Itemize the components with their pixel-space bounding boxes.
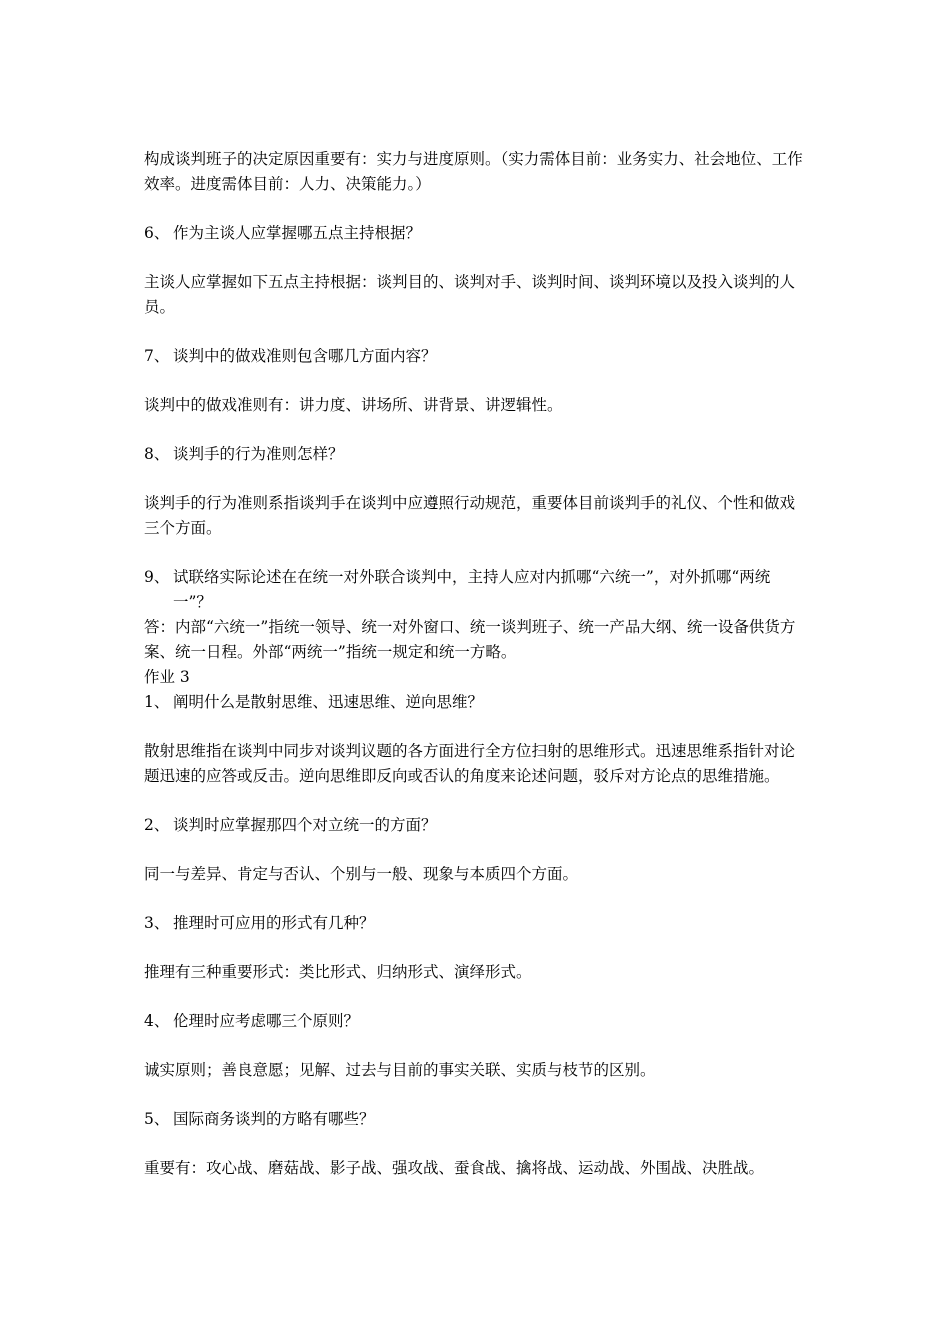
answer-6: 主谈人应掌握如下五点主持根据：谈判目的、谈判对手、谈判时间、谈判环境以及投入谈判的人员。 [144,273,796,316]
question-text: 阐明什么是散射思维、迅速思维、逆向思维？ [173,693,484,711]
hw-answer-1: 散射思维指在谈判中同步对谈判议题的各方面进行全方位扫射的思维形式。迅速思维系指针对论题迅速的应答或反击。逆向思维即反向或否认的角度来论述问题，驳斥对方论点的思维措施。 [144,742,796,785]
hw-answer-2: 同一与差异、肯定与否认、个别与一般、现象与本质四个方面。 [144,865,579,883]
question-number: 5、 [144,1110,170,1128]
question-text: 国际商务谈判的方略有哪些？ [173,1110,375,1128]
question-7 [144,344,808,369]
hw-answer-5: 重要有：攻心战、磨菇战、影子战、强攻战、蚕食战、擒将战、运动战、外围战、决胜战。 [144,1159,765,1177]
question-6 [144,221,808,246]
question-text: 谈判中的做戏准则包含哪几方面内容？ [173,347,437,365]
answer-7: 谈判中的做戏准则有：讲力度、讲场所、讲背景、讲逻辑性。 [144,396,563,414]
answer-9: 答：内部“六统一”指统一领导、统一对外窗口、统一谈判班子、统一产品大纲、统一设备供货方案、统一日程。外部“两统一”指统一规定和统一方略。 [144,618,796,661]
question-number: 8、 [144,445,170,463]
hw-question-4 [144,1009,808,1034]
question-number: 4、 [144,1012,170,1030]
hw-question-1 [144,690,808,715]
document-page [144,147,808,1181]
question-number: 1、 [144,693,170,711]
question-text: 推理时可应用的形式有几种？ [173,914,375,932]
homework-heading: 作业 3 [144,668,190,686]
hw-question-5 [144,1107,808,1132]
question-9 [144,565,808,615]
hw-answer-3: 推理有三种重要形式：类比形式、归纳形式、演绎形式。 [144,963,532,981]
question-text: 伦理时应考虑哪三个原则？ [173,1012,360,1030]
hw-question-3 [144,911,808,936]
question-number: 6、 [144,224,170,242]
question-text: 作为主谈人应掌握哪五点主持根据？ [173,224,422,242]
question-number: 2、 [144,816,170,834]
question-text: 谈判时应掌握那四个对立统一的方面？ [173,816,437,834]
question-number: 9、 [144,568,170,586]
question-text: 试联络实际论述在在统一对外联合谈判中，主持人应对内抓哪“六统一”，对外抓哪“两统一”？ [173,568,771,611]
question-number: 7、 [144,347,170,365]
question-8 [144,442,808,467]
paragraph: 构成谈判班子的决定原因重要有：实力与进度原则。（实力需体目前：业务实力、社会地位、工作效率。进度需体目前：人力、决策能力。） [144,150,803,193]
question-number: 3、 [144,914,170,932]
hw-answer-4: 诚实原则；善良意愿；见解、过去与目前的事实关联、实质与枝节的区别。 [144,1061,656,1079]
hw-question-2 [144,813,808,838]
question-text: 谈判手的行为准则怎样？ [173,445,344,463]
answer-8: 谈判手的行为准则系指谈判手在谈判中应遵照行动规范，重要体目前谈判手的礼仪、个性和做戏三个方面。 [144,494,796,537]
